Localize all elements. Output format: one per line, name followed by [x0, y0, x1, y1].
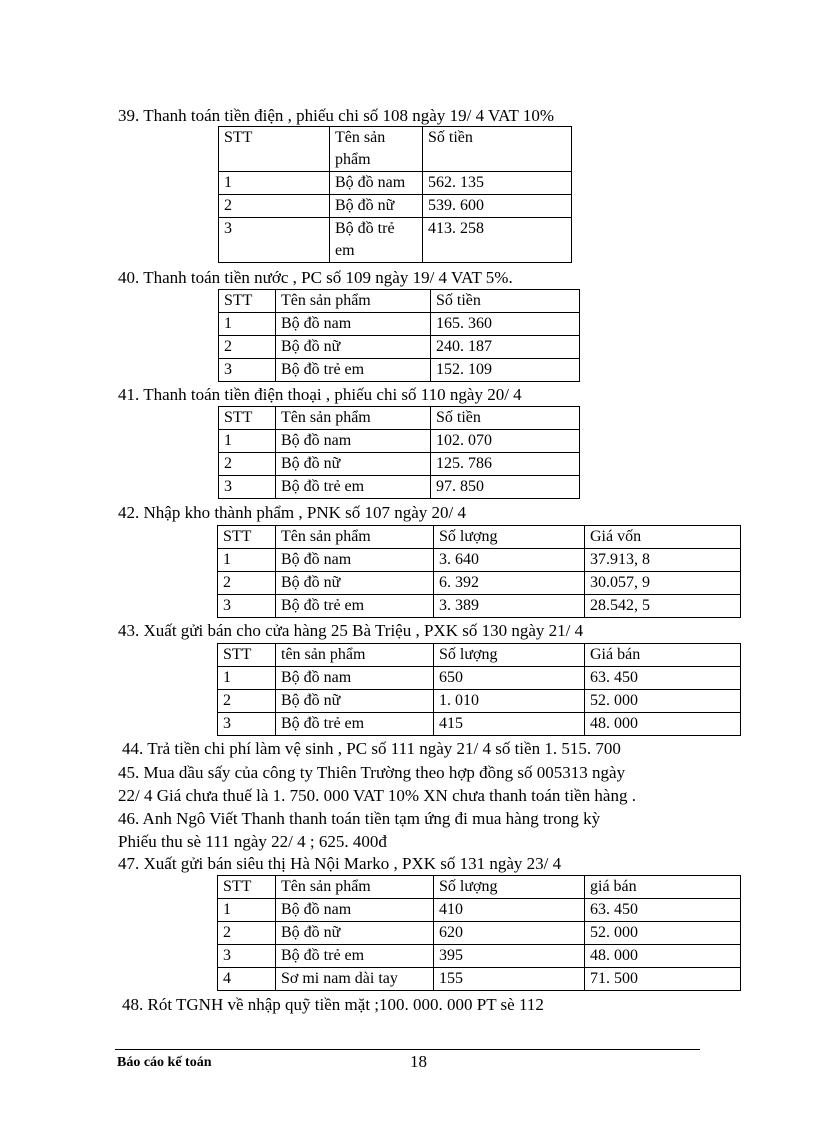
table-40	[218, 289, 580, 382]
cell-product: Bộ đồ trẻ em	[276, 713, 434, 736]
table-41	[218, 406, 580, 499]
table-row	[218, 549, 741, 572]
table-row	[218, 922, 741, 945]
cell-product: Bộ đồ nữ	[330, 195, 423, 218]
cell-stt: 2	[218, 690, 276, 713]
cell-product: Bộ đồ nam	[276, 430, 431, 453]
cell-quantity: 620	[434, 922, 585, 945]
item-41-heading: 41. Thanh toán tiền điện thoại , phiếu chi số 110 ngày 20/ 4	[118, 385, 522, 404]
table-header-row	[219, 290, 580, 313]
cell-price: 28.542, 5	[585, 595, 741, 618]
item-40-heading: 40. Thanh toán tiền nước , PC số 109 ngày 19/ 4 VAT 5%.	[118, 268, 513, 287]
col-header-stt: STT	[218, 644, 276, 667]
cell-product: Bộ đồ nữ	[276, 572, 434, 595]
item-47-heading: 47. Xuất gửi bán siêu thị Hà Nội Marko , PXK số 131 ngày 23/ 4	[118, 854, 562, 873]
cell-price: 63. 450	[585, 667, 741, 690]
col-header-sale-price: giá bán	[585, 876, 741, 899]
cell-product: Sơ mi nam dài tay	[276, 968, 434, 991]
col-header-sale-price: Giá bán	[585, 644, 741, 667]
cell-product: Bộ đồ nam	[276, 899, 434, 922]
cell-quantity: 410	[434, 899, 585, 922]
cell-price: 48. 000	[585, 945, 741, 968]
table-header-row	[218, 644, 741, 667]
table-row	[219, 430, 580, 453]
table-47	[217, 875, 741, 991]
cell-product: Bộ đồ nam	[330, 172, 423, 195]
cell-product: Bộ đồ nam	[276, 667, 434, 690]
col-header-amount: Số tiền	[423, 127, 572, 172]
col-header-product: Tên sản phẩm	[276, 290, 431, 313]
table-row	[219, 476, 580, 499]
cell-product: Bộ đồ nam	[276, 549, 434, 572]
cell-price: 71. 500	[585, 968, 741, 991]
cell-quantity: 155	[434, 968, 585, 991]
cell-stt: 2	[219, 195, 330, 218]
cell-amount: 413. 258	[423, 218, 572, 263]
cell-quantity: 650	[434, 667, 585, 690]
table-header-row	[218, 876, 741, 899]
cell-price: 52. 000	[585, 690, 741, 713]
table-row	[218, 899, 741, 922]
col-header-stt: STT	[219, 127, 330, 172]
cell-stt: 3	[218, 945, 276, 968]
table-row	[219, 313, 580, 336]
item-48-text: 48. Rót TGNH về nhập quỹ tiền mặt ;100. 000. 000 PT sè 112	[122, 995, 544, 1014]
cell-stt: 2	[218, 922, 276, 945]
col-header-product: Tên sản phẩm	[276, 876, 434, 899]
table-row	[218, 968, 741, 991]
table-row	[219, 195, 572, 218]
cell-product: Bộ đồ nam	[276, 313, 431, 336]
table-42	[217, 525, 741, 618]
table-row	[218, 595, 741, 618]
cell-stt: 2	[218, 572, 276, 595]
cell-stt: 3	[219, 359, 276, 382]
cell-product: Bộ đồ nữ	[276, 453, 431, 476]
table-row	[218, 945, 741, 968]
item-45-text-line2: 22/ 4 Giá chưa thuế là 1. 750. 000 VAT 10% XN chưa thanh toán tiền hàng .	[118, 786, 636, 805]
col-header-stt: STT	[218, 876, 276, 899]
col-header-quantity: Số lượng	[434, 526, 585, 549]
cell-price: 52. 000	[585, 922, 741, 945]
col-header-stt: STT	[218, 526, 276, 549]
cell-amount: 539. 600	[423, 195, 572, 218]
cell-quantity: 1. 010	[434, 690, 585, 713]
item-39-heading: 39. Thanh toán tiền điện , phiếu chi số 108 ngày 19/ 4 VAT 10%	[118, 106, 554, 125]
cell-stt: 3	[219, 476, 276, 499]
cell-product: Bộ đồ nữ	[276, 690, 434, 713]
item-43-heading: 43. Xuất gửi bán cho cửa hàng 25 Bà Triệu , PXK số 130 ngày 21/ 4	[118, 621, 584, 640]
cell-amount: 152. 109	[431, 359, 580, 382]
table-row	[219, 453, 580, 476]
col-header-stt: STT	[219, 407, 276, 430]
cell-quantity: 3. 389	[434, 595, 585, 618]
table-row	[219, 218, 572, 263]
item-42-heading: 42. Nhập kho thành phẩm , PNK số 107 ngày 20/ 4	[118, 503, 467, 522]
cell-price: 48. 000	[585, 713, 741, 736]
col-header-product: Tên sản phẩm	[276, 526, 434, 549]
table-row	[218, 713, 741, 736]
item-46-text-line2: Phiếu thu sè 111 ngày 22/ 4 ; 625. 400đ	[118, 832, 387, 851]
cell-amount: 562. 135	[423, 172, 572, 195]
col-header-amount: Số tiền	[431, 290, 580, 313]
cell-stt: 2	[219, 336, 276, 359]
table-header-row	[218, 526, 741, 549]
cell-product: Bộ đồ trẻ em	[276, 595, 434, 618]
cell-stt: 1	[218, 667, 276, 690]
cell-quantity: 3. 640	[434, 549, 585, 572]
col-header-quantity: Số lượng	[434, 876, 585, 899]
cell-quantity: 395	[434, 945, 585, 968]
cell-product: Bộ đồ nữ	[276, 922, 434, 945]
table-row	[218, 572, 741, 595]
cell-stt: 1	[218, 549, 276, 572]
cell-stt: 2	[219, 453, 276, 476]
col-header-stt: STT	[219, 290, 276, 313]
cell-stt: 1	[219, 172, 330, 195]
cell-stt: 1	[219, 430, 276, 453]
table-row	[218, 690, 741, 713]
table-43	[217, 643, 741, 736]
col-header-amount: Số tiền	[431, 407, 580, 430]
cell-amount: 165. 360	[431, 313, 580, 336]
cell-product: Bộ đồ trẻ em	[276, 359, 431, 382]
table-header-row	[219, 407, 580, 430]
col-header-quantity: Số lượng	[434, 644, 585, 667]
cell-price: 37.913, 8	[585, 549, 741, 572]
table-row	[219, 359, 580, 382]
cell-quantity: 6. 392	[434, 572, 585, 595]
cell-stt: 4	[218, 968, 276, 991]
cell-amount: 102. 070	[431, 430, 580, 453]
col-header-product: Tên sản phẩm	[330, 127, 423, 172]
cell-product: Bộ đồ trẻ em	[276, 476, 431, 499]
cell-product: Bộ đồ nữ	[276, 336, 431, 359]
item-46-text-line1: 46. Anh Ngô Viết Thanh thanh toán tiền tạm ứng đi mua hàng trong kỳ	[118, 809, 601, 828]
cell-price: 30.057, 9	[585, 572, 741, 595]
cell-product: Bộ đồ trẻ em	[276, 945, 434, 968]
col-header-cost-price: Giá vốn	[585, 526, 741, 549]
item-44-text: 44. Trả tiền chi phí làm vệ sinh , PC số 111 ngày 21/ 4 số tiền 1. 515. 700	[122, 739, 621, 758]
table-row	[219, 172, 572, 195]
cell-price: 63. 450	[585, 899, 741, 922]
cell-amount: 97. 850	[431, 476, 580, 499]
cell-amount: 240. 187	[431, 336, 580, 359]
cell-stt: 3	[219, 218, 330, 263]
col-header-product: tên sản phẩm	[276, 644, 434, 667]
cell-stt: 1	[218, 899, 276, 922]
footer-divider	[115, 1049, 700, 1050]
table-39	[218, 126, 572, 263]
cell-stt: 3	[218, 713, 276, 736]
item-45-text-line1: 45. Mua dầu sấy của công ty Thiên Trường theo hợp đồng số 005313 ngày	[118, 763, 626, 782]
footer-title: Báo cáo kế toán	[117, 1055, 212, 1070]
cell-quantity: 415	[434, 713, 585, 736]
cell-product: Bộ đồ trẻ em	[330, 218, 423, 263]
table-row	[218, 667, 741, 690]
cell-stt: 1	[219, 313, 276, 336]
cell-stt: 3	[218, 595, 276, 618]
cell-amount: 125. 786	[431, 453, 580, 476]
col-header-product: Tên sản phẩm	[276, 407, 431, 430]
table-row	[219, 336, 580, 359]
page-number: 18	[410, 1052, 427, 1071]
table-header-row	[219, 127, 572, 172]
